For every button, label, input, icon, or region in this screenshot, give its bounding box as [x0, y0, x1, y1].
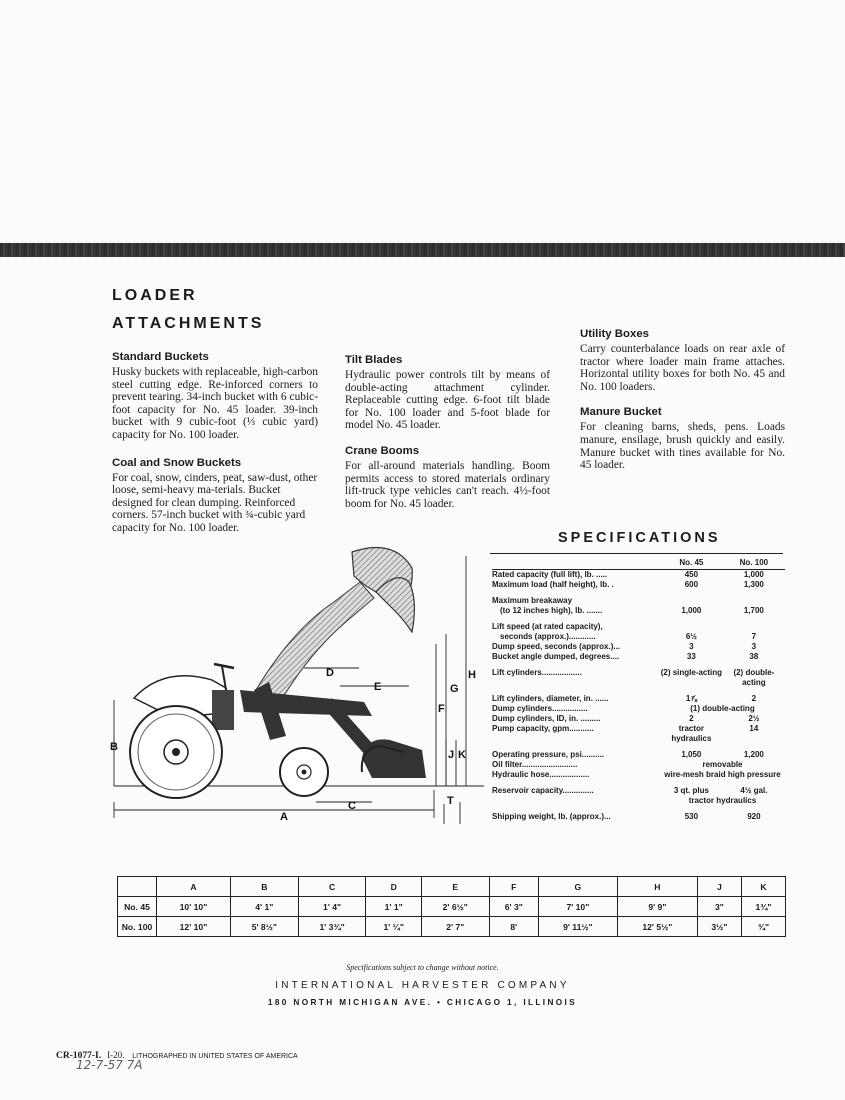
diagram-label-f: F [438, 703, 445, 715]
dim-cell: 1' 4" [298, 897, 366, 917]
spec-value-no45: 530 [684, 812, 699, 821]
dim-cell: 2' 6½" [421, 897, 489, 917]
spec-label: Pump capacity, gpm........... [492, 724, 594, 733]
dim-body [118, 877, 786, 937]
dim-cell: 1¾" [741, 897, 785, 917]
heading-utility-boxes: Utility Boxes [580, 328, 649, 340]
spec-value-no100: 2 [751, 694, 757, 703]
spec-value-no100: 1,300 [743, 580, 764, 589]
dim-cell: 1' ¼" [366, 917, 421, 937]
diagram-label-k: K [458, 749, 466, 761]
text-tilt-blades: Hydraulic power controls tilt by means of double-acting attachment cylinder. Replaceable cutting edge. 6-foot tilt blade for No. 100 loader and 5-foot blade for model No. 45 loader. [345, 369, 550, 432]
heading-tilt-blades: Tilt Blades [345, 354, 403, 366]
dim-cell: 3½" [697, 917, 741, 937]
spec-value-no100: 1,000 [743, 570, 764, 579]
spec-row [492, 662, 785, 688]
dim-cell: 9' 11½" [538, 917, 617, 937]
spec-header-no45: No. 45 [660, 558, 723, 570]
heading-manure-bucket: Manure Bucket [580, 406, 662, 419]
dim-header-cell: E [421, 877, 489, 897]
spec-label: Dump cylinders, ID, in. ......... [492, 714, 601, 723]
column-1 [112, 286, 318, 535]
dim-cell: 12' 5½" [617, 917, 697, 937]
spec-value-both: (1) double-acting [690, 704, 755, 713]
dim-cell: 2' 7" [421, 917, 489, 937]
spec-value-both: removable [702, 760, 743, 769]
spec-label: seconds (approx.)............ [500, 632, 596, 641]
spec-value-both: wire-mesh braid high pressure [664, 770, 781, 779]
specifications-title: SPECIFICATIONS [558, 530, 721, 546]
spec-value-no100: 14 [749, 724, 759, 733]
spec-row [492, 606, 785, 616]
column-2 [345, 283, 550, 510]
dim-cell: 1' 3¾" [298, 917, 366, 937]
dimensions-table [117, 876, 786, 937]
dim-cell: 1' 1" [366, 897, 421, 917]
heading-standard-buckets: Standard Buckets [112, 351, 209, 363]
dim-header-cell: B [230, 877, 298, 897]
spec-value-no100: 38 [749, 652, 759, 661]
diagram-label-e: E [374, 681, 382, 693]
spec-value-no45: 3 [689, 642, 694, 651]
spec-value-no100: 3 [751, 642, 757, 651]
litho-text: LITHOGRAPHED IN UNITED STATES OF AMERICA [132, 1053, 298, 1060]
spec-row [492, 796, 785, 806]
spec-value-no45: 3 qt. plus [673, 786, 709, 795]
spec-label: Lift cylinders, diameter, in. ...... [492, 694, 609, 703]
spec-value-no45: 600 [684, 580, 699, 589]
spec-header-row [492, 558, 785, 570]
specifications-rule [490, 553, 783, 554]
spec-label: Reservoir capacity.............. [492, 786, 594, 795]
spec-value-no100 [723, 590, 785, 606]
spec-row [492, 652, 785, 662]
spec-row [492, 770, 785, 780]
diagram-label-c: C [348, 800, 356, 812]
spec-value-no100: 1,700 [743, 606, 764, 615]
spec-value-no45: (2) single-acting [660, 668, 723, 677]
text-coal-snow-buckets: For coal, snow, cinders, peat, saw-dust, other loose, semi-heavy ma-terials. Bucket designed for clean dumping. Reinforced corners. 57-inch bucket with ¾-cubic yard capacity for No. 100 loader. [112, 471, 318, 534]
spec-label: Dump speed, seconds (approx.)... [492, 642, 621, 651]
spec-value-no100 [723, 616, 785, 632]
spec-label: Shipping weight, lb. (approx.)... [492, 812, 611, 821]
spec-value-both: tractor hydraulics [688, 796, 757, 805]
dim-cell: 10' 10" [157, 897, 231, 917]
dim-header-cell: C [298, 877, 366, 897]
spec-value-no45: 2 [689, 714, 694, 723]
heading-coal-snow-buckets: Coal and Snow Buckets [112, 456, 242, 469]
spec-header-no100: No. 100 [723, 558, 785, 570]
text-utility-boxes: Carry counterbalance loads on rear axle of tractor where loader main frame attaches. Horizontal utility boxes for both No. 45 and No. 100 loaders. [580, 343, 785, 393]
dim-row [118, 917, 786, 937]
specifications-table [492, 558, 785, 822]
spec-value-no100: 2½ [748, 714, 760, 723]
spec-label: Hydraulic hose.................. [492, 770, 590, 779]
spec-value-no45: 450 [684, 570, 699, 579]
spec-value-no45 [660, 616, 723, 632]
form-code: CR-1077-I. [56, 1051, 102, 1061]
dim-cell: 8' [489, 917, 538, 937]
dim-cell: 6' 3" [489, 897, 538, 917]
dim-header-blank [118, 877, 157, 897]
spec-label: Maximum breakaway [492, 596, 573, 605]
spec-label: Lift speed (at rated capacity), [492, 622, 603, 631]
diagram-label-h: H [468, 669, 476, 681]
tractor-loader-diagram [104, 540, 489, 830]
spec-row [492, 744, 785, 760]
text-standard-buckets: Husky buckets with replaceable, high-carbon steel cutting edge. Re-inforced corners to prevent tearing. 34-inch bucket with 6 cubic-foot capacity for No. 45 loader. 39-inch bucket with 9 cubic-foot (⅓ cubic yard) capacity for No. 100 loader. [112, 366, 318, 441]
dim-header-cell: F [489, 877, 538, 897]
spec-label: Oil filter......................... [492, 760, 578, 769]
text-manure-bucket: For cleaning barns, sheds, pens. Loads manure, ensilage, brush quickly and easily. Manure bucket with tines available for No. 45 loader. [580, 421, 785, 472]
heading-crane-booms: Crane Booms [345, 444, 420, 457]
spec-row [492, 704, 785, 714]
page-title-line1: LOADER [112, 287, 198, 304]
dim-row-label: No. 100 [118, 917, 157, 937]
diagram-label-j: J [448, 749, 455, 761]
spec-value-no45 [660, 590, 723, 606]
dim-row-label: No. 45 [118, 897, 157, 917]
dim-header-cell: A [157, 877, 231, 897]
spec-label [492, 796, 660, 806]
handwritten-note: 12-7-57 7A [76, 1058, 143, 1072]
spec-label: Operating pressure, psi.......... [492, 750, 605, 759]
dim-header-cell: G [538, 877, 617, 897]
spec-label: Dump cylinders................ [492, 704, 588, 713]
spec-header-blank [492, 558, 660, 570]
spec-value-no100: 4½ gal. [740, 786, 768, 795]
spec-value-no45: 6½ [685, 632, 697, 641]
company-address: 180 NORTH MICHIGAN AVE. • CHICAGO 1, ILLINOIS [267, 998, 578, 1007]
spec-row [492, 570, 785, 581]
dim-cell: 5' 8½" [230, 917, 298, 937]
diagram-label-d: D [326, 667, 334, 679]
spec-label: Bucket angle dumped, degrees.... [492, 652, 620, 661]
spec-row [492, 760, 785, 770]
spec-value-no100: 920 [747, 812, 761, 821]
diagram-label-g: G [450, 683, 459, 695]
dim-cell: ¾" [741, 917, 785, 937]
spec-value-no45: 1,000 [681, 606, 702, 615]
spec-row [492, 806, 785, 822]
header-band [0, 243, 845, 257]
spec-value-no45: 1⅞ [685, 694, 697, 703]
dim-cell: 4' 1" [230, 897, 298, 917]
spec-row [492, 590, 785, 606]
diagram-label-t: T [447, 795, 454, 807]
spec-label: Maximum load (half height), lb. . [492, 580, 614, 589]
dim-cell: 7' 10" [538, 897, 617, 917]
spec-label: Rated capacity (full lift), lb. ..... [492, 570, 608, 579]
spec-value-no45: tractor hydraulics [671, 724, 712, 743]
spec-value-no45: 1,050 [681, 750, 702, 759]
dim-cell: 9' 9" [617, 897, 697, 917]
spec-row [492, 714, 785, 724]
spec-row [492, 580, 785, 590]
diagram-label-a: A [280, 811, 288, 823]
spec-value-no100: 1,200 [743, 750, 764, 759]
spec-value-no100: 7 [751, 632, 757, 641]
diagram-label-b: B [110, 741, 118, 753]
spec-body [492, 570, 785, 823]
spec-row [492, 642, 785, 652]
spec-label: (to 12 inches high), lb. ....... [500, 606, 603, 615]
spec-row [492, 724, 785, 744]
dim-header-cell: K [741, 877, 785, 897]
spec-row [492, 632, 785, 642]
spec-value-no45: 33 [686, 652, 696, 661]
dim-header-row [118, 877, 786, 897]
company-name: INTERNATIONAL HARVESTER COMPANY [275, 980, 570, 991]
spec-value-no100: (2) double-acting [733, 668, 775, 687]
page-title-line2: ATTACHMENTS [112, 315, 265, 332]
dim-cell: 12' 10" [157, 917, 231, 937]
form-code-2: I-20. [107, 1050, 125, 1060]
spec-row [492, 688, 785, 704]
specification-note: Specifications subject to change without notice. [346, 963, 499, 972]
dim-header-cell: D [366, 877, 421, 897]
dim-header-cell: J [697, 877, 741, 897]
dim-row [118, 897, 786, 917]
dim-header-cell: H [617, 877, 697, 897]
spec-row [492, 616, 785, 632]
column-3 [580, 281, 785, 472]
text-crane-booms: For all-around materials handling. Boom permits access to stored materials ordinary lift-truck type vehicles can't reach. 4½-foot boom for No. 45 loader. [345, 459, 550, 510]
spec-label: Lift cylinders.................. [492, 668, 582, 677]
spec-row [492, 780, 785, 796]
dim-cell: 3" [697, 897, 741, 917]
